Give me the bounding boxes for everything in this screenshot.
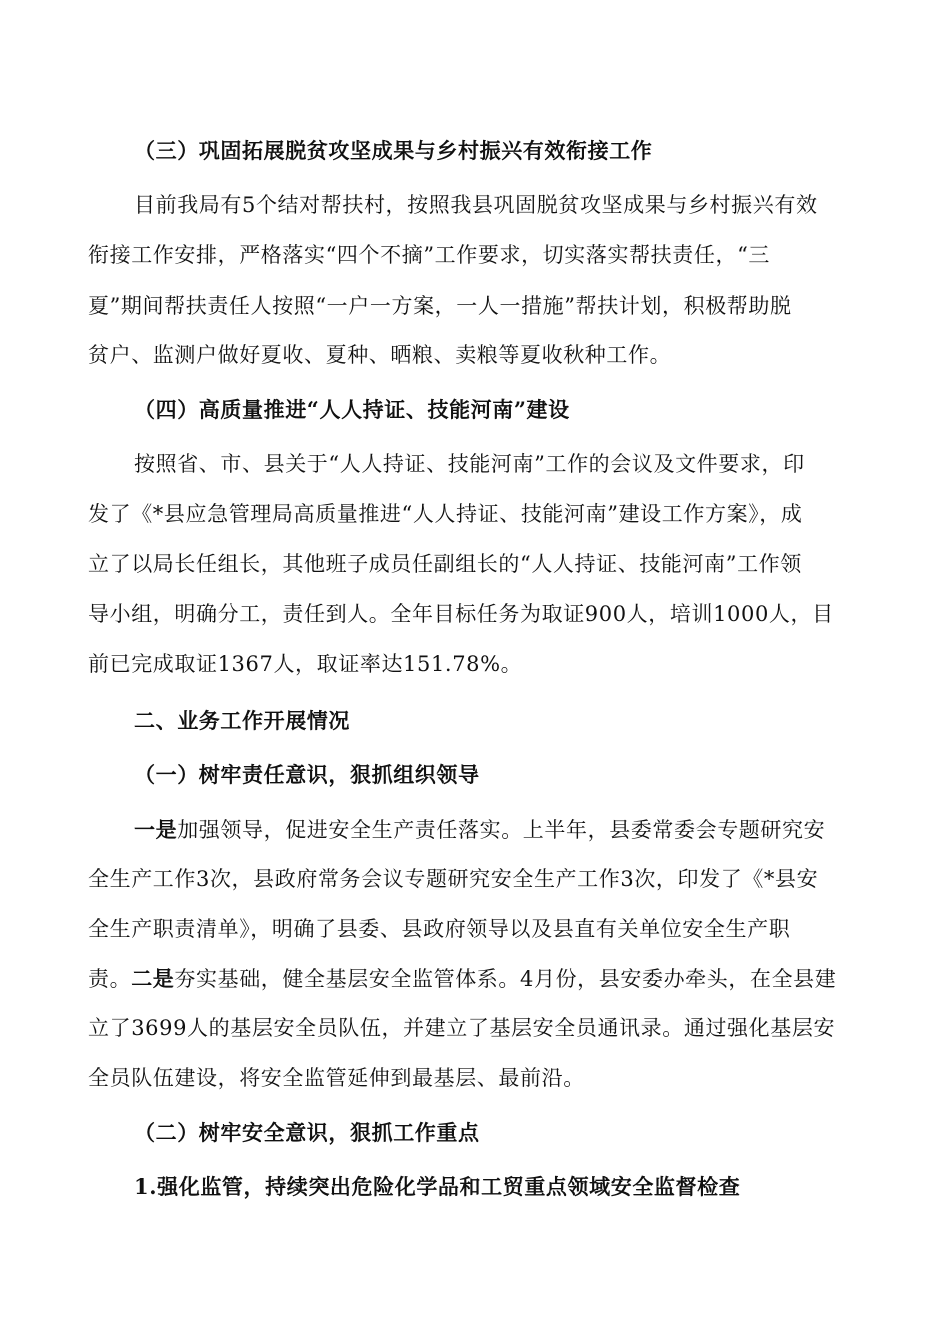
section3-line-2: 衔接工作安排，严格落实“四个不摘”工作要求，切实落实帮扶责任，“三 [88, 243, 771, 267]
section4-heading: （四）高质量推进“人人持证、技能河南”建设 [134, 397, 570, 422]
sub1-line-4 [88, 964, 836, 994]
sub1-line-4-start: 责。 [88, 967, 132, 991]
sub1-lead-2: 二是 [131, 966, 175, 991]
section4-line-2: 发了《*县应急管理局高质量推进“人人持证、技能河南”建设工作方案》，成 [88, 502, 803, 526]
sub2-heading: （二）树牢安全意识，狠抓工作重点 [134, 1120, 480, 1145]
sub1-line-1 [134, 815, 825, 845]
sub2-item-1: 1.强化监管，持续突出危险化学品和工贸重点领域安全监督检查 [134, 1174, 741, 1199]
part2-heading: 二、业务工作开展情况 [134, 708, 350, 733]
sub1-line-3: 全生产职责清单》，明确了县委、县政府领导以及县直有关单位安全生产职 [88, 917, 791, 941]
section3-heading: （三）巩固拓展脱贫攻坚成果与乡村振兴有效衔接工作 [134, 138, 653, 163]
section3-line-4: 贫户、监测户做好夏收、夏种、晒粮、卖粮等夏收秋种工作。 [88, 343, 672, 367]
sub1-line-5: 立了3699人的基层安全员队伍，并建立了基层安全员通讯录。通过强化基层安 [88, 1016, 836, 1040]
sub1-line-1-text: 加强领导，促进安全生产责任落实。上半年，县委常委会专题研究安 [177, 818, 826, 842]
section4-line-4: 导小组，明确分工，责任到人。全年目标任务为取证900人，培训1000人，目 [88, 602, 834, 626]
sub1-heading: （一）树牢责任意识，狠抓组织领导 [134, 762, 480, 787]
section3-line-3: 夏”期间帮扶责任人按照“一户一方案，一人一措施”帮扶计划，积极帮助脱 [88, 294, 792, 318]
sub1-line-4-text: 夯实基础，健全基层安全监管体系。4月份，县安委办牵头，在全县建 [174, 967, 837, 991]
section3-line-1: 目前我局有5个结对帮扶村，按照我县巩固脱贫攻坚成果与乡村振兴有效 [134, 193, 818, 217]
sub1-line-6: 全员队伍建设，将安全监管延伸到最基层、最前沿。 [88, 1066, 585, 1090]
section4-line-5: 前已完成取证1367人，取证率达151.78%。 [88, 652, 523, 676]
sub1-lead-1: 一是 [134, 817, 178, 842]
section4-line-3: 立了以局长任组长，其他班子成员任副组长的“人人持证、技能河南”工作领 [88, 552, 802, 576]
section4-line-1: 按照省、市、县关于“人人持证、技能河南”工作的会议及文件要求，印 [134, 452, 805, 476]
sub1-line-2: 全生产工作3次，县政府常务会议专题研究安全生产工作3次，印发了《*县安 [88, 867, 819, 891]
